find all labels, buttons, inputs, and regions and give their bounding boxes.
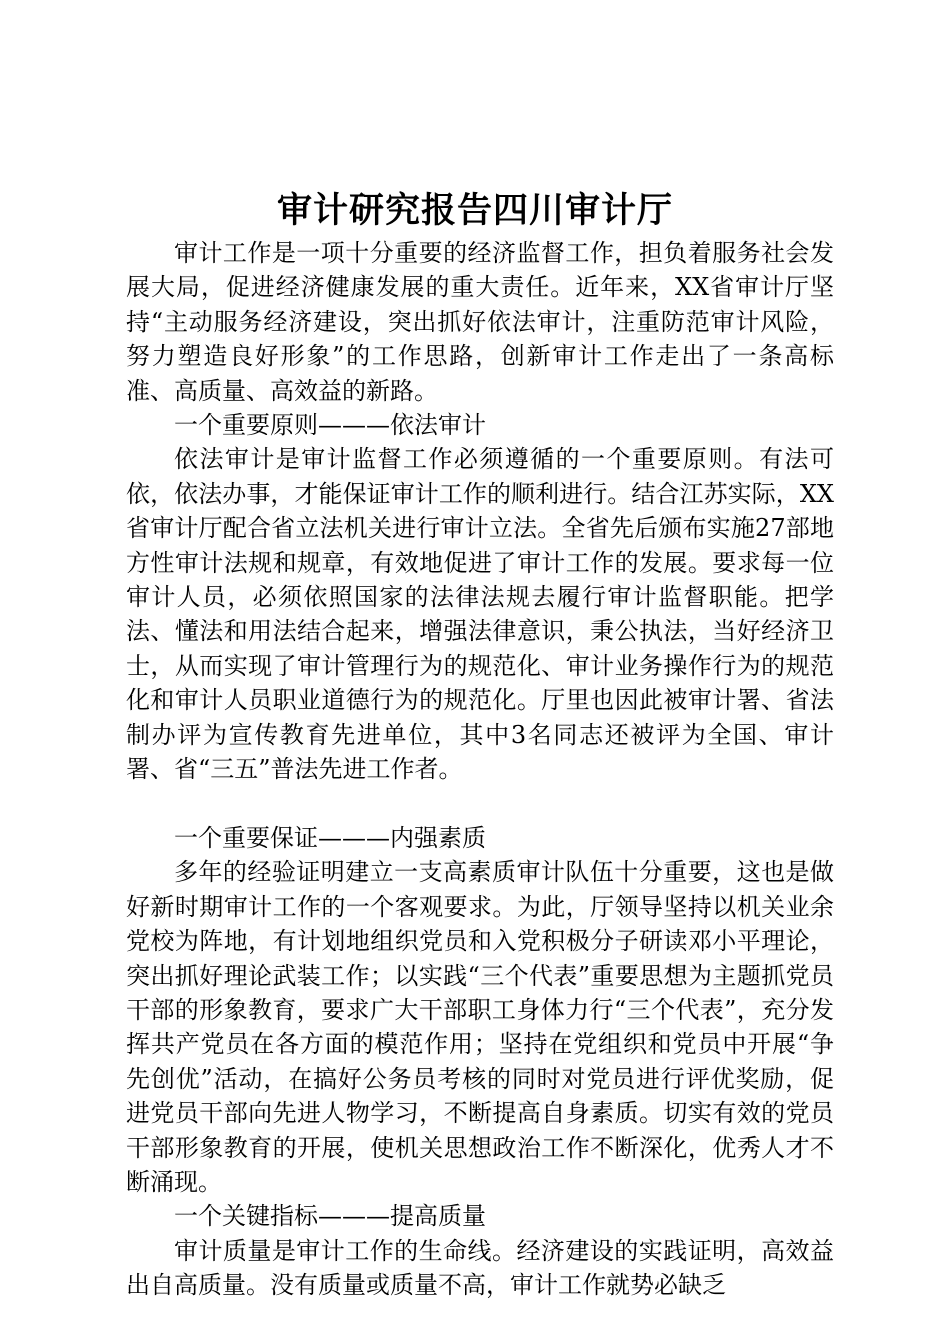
section-heading-guarantee: 一个重要保证———内强素质 [174, 823, 486, 852]
section-body-quality: 审计质量是审计工作的生命线。经济建设的实践证明，高效益出自高质量。没有质量或质量不高，审计工作就势必缺乏 [126, 1236, 834, 1300]
document-body [126, 236, 834, 1303]
section-heading-quality: 一个关键指标———提高质量 [174, 1202, 486, 1231]
blank-line [126, 787, 834, 821]
section-body-principle: 依法审计是审计监督工作必须遵循的一个重要原则。有法可依，依法办事，才能保证审计工作的顺利进行。结合江苏实际，XX省审计厅配合省立法机关进行审计立法。全省先后颁布实施27部地方性审计法规和规章，有效地促进了审计工作的发展。要求每一位审计人员，必须依照国家的法律法规去履行审计监督职能。把学法、懂法和用法结合起来，增强法律意识，秉公执法，当好经济卫士，从而实现了审计管理行为的规范化、审计业务操作行为的规范化和审计人员职业道德行为的规范化。厅里也因此被审计署、省法制办评为宣传教育先进单位，其中3名同志还被评为全国、审计署、省“三五”普法先进工作者。 [126, 445, 834, 784]
section-heading-principle: 一个重要原则———依法审计 [174, 411, 486, 440]
intro-paragraph: 审计工作是一项十分重要的经济监督工作，担负着服务社会发展大局，促进经济健康发展的重大责任。近年来，XX省审计厅坚持“主动服务经济建设，突出抓好依法审计，注重防范审计风险，努力塑造良好形象”的工作思路，创新审计工作走出了一条高标准、高质量、高效益的新路。 [126, 239, 834, 405]
section-body-guarantee: 多年的经验证明建立一支高素质审计队伍十分重要，这也是做好新时期审计工作的一个客观要求。为此，厅领导坚持以机关业余党校为阵地，有计划地组织党员和入党积极分子研读邓小平理论，突出抓好理论武装工作；以实践“三个代表”重要思想为主题抓党员干部的形象教育，要求广大干部职工身体力行“三个代表”，充分发挥共产党员在各方面的模范作用；坚持在党组织和党员中开展“争先创优”活动，在搞好公务员考核的同时对党员进行评优奖励，促进党员干部向先进人物学习，不断提高自身素质。切实有效的党员干部形象教育的开展，使机关思想政治工作不断深化，优秀人才不断涌现。 [126, 858, 834, 1196]
document-title: 审计研究报告四川审计厅 [276, 190, 673, 231]
